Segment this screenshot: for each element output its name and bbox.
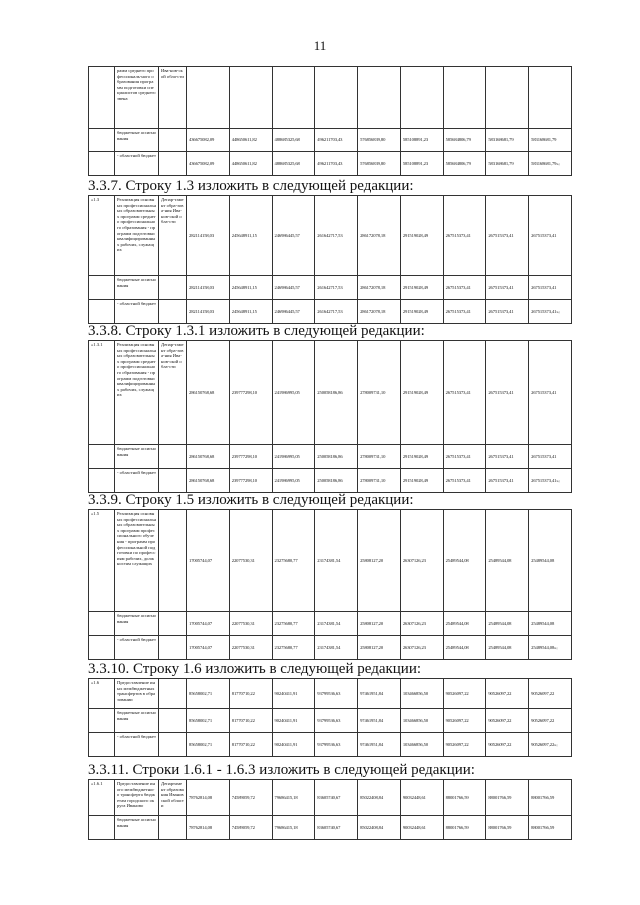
table-cell: 97461951,84 bbox=[358, 709, 401, 733]
table-cell: бюджетные ассигнования bbox=[115, 709, 159, 733]
table-cell bbox=[159, 129, 187, 152]
table-cell bbox=[159, 300, 187, 324]
table-cell: Реализация основных профессиональных образовательных программ среднего профессионального образования - программ подготовки квалифицированных рабочих, служащих bbox=[115, 341, 159, 445]
table-cell: Предоставление иных межбюджетных трансфертов в образовании bbox=[115, 679, 159, 709]
table-cell: - областной бюджет bbox=[115, 636, 159, 660]
table-cell: 246986445,57 bbox=[272, 300, 315, 324]
table-cell: 267515373,41 bbox=[529, 196, 572, 276]
table-cell: 488685325,68 bbox=[272, 152, 315, 176]
section-heading: 3.3.8. Строку 1.3.1 изложить в следующей редакции: bbox=[88, 323, 425, 339]
budget-table bbox=[88, 509, 572, 660]
table-cell: - областной бюджет bbox=[115, 733, 159, 757]
table-cell bbox=[159, 510, 187, 612]
table-row bbox=[89, 733, 572, 757]
table-cell: 97461951,84 bbox=[358, 679, 401, 709]
table-cell: 93799536,63 bbox=[315, 679, 358, 709]
table-cell: 25808127,20 bbox=[358, 636, 401, 660]
table-cell: 90526097,22 bbox=[443, 709, 486, 733]
section-heading: 3.3.10. Строку 1.6 изложить в следующей редакции: bbox=[88, 661, 422, 677]
table-cell: 90032448,61 bbox=[400, 816, 443, 840]
table-cell: Реализация основных профессиональных образовательных программ профессионального обучения - программ профессиональной подготовки по профессиям рабочих, должностям служащих bbox=[115, 510, 159, 612]
table-cell: 90240411,91 bbox=[272, 709, 315, 733]
table-cell: 585684806,79 bbox=[443, 129, 486, 152]
table-cell: 583168681,79 bbox=[486, 152, 529, 176]
table-cell: 88001766,59 bbox=[529, 816, 572, 840]
table-cell: 267515373,41 bbox=[486, 445, 529, 469]
budget-table bbox=[88, 66, 572, 176]
budget-table bbox=[88, 340, 572, 493]
table-cell: 250058186,86 bbox=[315, 469, 358, 493]
table-cell: 25489544,08 bbox=[529, 612, 572, 636]
section-heading: 3.3.7. Строку 1.3 изложить в следующей редакции: bbox=[88, 178, 414, 194]
table-cell: 25808127,20 bbox=[358, 510, 401, 612]
table-cell: 245648911,15 bbox=[229, 196, 272, 276]
table-cell: 250058186,86 bbox=[315, 445, 358, 469]
table-cell bbox=[89, 67, 115, 129]
table-cell: 245648911,15 bbox=[229, 276, 272, 300]
table-cell: 22077530,31 bbox=[229, 636, 272, 660]
table-cell: 90032448,61 bbox=[400, 780, 443, 816]
table-cell bbox=[159, 276, 187, 300]
table-cell: 23275680,77 bbox=[272, 636, 315, 660]
table-cell: 576856839,80 bbox=[358, 152, 401, 176]
table-cell: 241986995,05 bbox=[272, 341, 315, 445]
table-cell bbox=[89, 816, 115, 840]
table-cell: 74589059,72 bbox=[229, 816, 272, 840]
table-cell: 26307126,23 bbox=[400, 612, 443, 636]
table-cell: 90526097,22 bbox=[443, 679, 486, 709]
table-cell: 90240411,91 bbox=[272, 679, 315, 709]
table-cell bbox=[89, 445, 115, 469]
table-cell bbox=[272, 67, 315, 129]
table-cell: 448650611,82 bbox=[229, 152, 272, 176]
table-cell bbox=[89, 152, 115, 176]
table-cell: 93799536,63 bbox=[315, 709, 358, 733]
table-cell: 282114158,03 bbox=[187, 300, 230, 324]
table-cell: 286150768,68 bbox=[187, 341, 230, 445]
table-cell: 85022408,84 bbox=[358, 816, 401, 840]
table-cell: 97461951,84 bbox=[358, 733, 401, 757]
table-cell bbox=[358, 67, 401, 129]
table-cell: 103466856,50 bbox=[400, 679, 443, 709]
table-cell: 81770710,22 bbox=[229, 733, 272, 757]
table-cell bbox=[159, 612, 187, 636]
table-cell: 267515373,41 bbox=[486, 196, 529, 276]
table-cell: 246986445,57 bbox=[272, 276, 315, 300]
table-cell: 267515373,41 bbox=[443, 341, 486, 445]
table-row bbox=[89, 510, 572, 612]
table-row bbox=[89, 445, 572, 469]
table-cell: 23174381,54 bbox=[315, 636, 358, 660]
table-cell: 267515373,41 bbox=[529, 341, 572, 445]
table-row bbox=[89, 612, 572, 636]
table-cell: 25489544,08»; bbox=[529, 636, 572, 660]
table-cell: 267515373,41 bbox=[443, 445, 486, 469]
table-cell: «1.3.1 bbox=[89, 341, 115, 445]
table-row bbox=[89, 816, 572, 840]
table-cell: 88001766,59 bbox=[529, 780, 572, 816]
table-cell: «1.3 bbox=[89, 196, 115, 276]
table-cell: 25489544,08 bbox=[486, 612, 529, 636]
table-cell: 496211703,43 bbox=[315, 129, 358, 152]
table-row bbox=[89, 636, 572, 660]
table-cell: 25489544,08 bbox=[529, 510, 572, 612]
table-cell: 74589059,72 bbox=[229, 780, 272, 816]
table-cell: 23275680,77 bbox=[272, 612, 315, 636]
table-cell: 583168681,79»; bbox=[529, 152, 572, 176]
table-cell bbox=[400, 67, 443, 129]
table-row bbox=[89, 469, 572, 493]
table-cell: 26307126,23 bbox=[400, 510, 443, 612]
table-cell: 267515373,41 bbox=[486, 341, 529, 445]
table-cell: 239777298,10 bbox=[229, 445, 272, 469]
table-cell bbox=[315, 67, 358, 129]
table-cell: 261642717,53 bbox=[315, 196, 358, 276]
table-cell: 267515373,41 bbox=[486, 300, 529, 324]
table-cell: 25489544,08 bbox=[443, 636, 486, 660]
table-cell: 103466856,50 bbox=[400, 733, 443, 757]
table-row bbox=[89, 129, 572, 152]
table-cell bbox=[89, 709, 115, 733]
table-cell bbox=[159, 152, 187, 176]
budget-table bbox=[88, 195, 572, 324]
table-cell: 267515373,41 bbox=[529, 445, 572, 469]
table-cell: Ива-нов-ской обла-сти bbox=[159, 67, 187, 129]
table-cell: 23275680,77 bbox=[272, 510, 315, 612]
table-cell: 585108891,23 bbox=[400, 152, 443, 176]
table-cell bbox=[486, 67, 529, 129]
table-cell: 81770710,22 bbox=[229, 679, 272, 709]
table-cell: 79686415,18 bbox=[272, 816, 315, 840]
table-cell bbox=[159, 679, 187, 709]
table-cell: 250058186,86 bbox=[315, 341, 358, 445]
table-cell: 90526097,22 bbox=[529, 709, 572, 733]
table-cell: рамм среднего профессиональ-ного образования программ подготовки специалистов среднего звена bbox=[115, 67, 159, 129]
table-cell: 267515373,41 bbox=[443, 300, 486, 324]
table-cell: 83605740,67 bbox=[315, 780, 358, 816]
table-cell: бюджетные ассигнования bbox=[115, 129, 159, 152]
table-cell bbox=[89, 276, 115, 300]
table-cell: 585684806,79 bbox=[443, 152, 486, 176]
table-cell: 291519028,49 bbox=[400, 469, 443, 493]
table-cell: 90526097,22 bbox=[529, 679, 572, 709]
table-cell: 85658002,71 bbox=[187, 679, 230, 709]
table-cell: 267515373,41»; bbox=[529, 300, 572, 324]
table-cell: 90526097,22 bbox=[486, 733, 529, 757]
table-cell: 583168681,79 bbox=[486, 129, 529, 152]
table-row bbox=[89, 709, 572, 733]
table-cell: 583168681,79 bbox=[529, 129, 572, 152]
table-cell: 79686415,18 bbox=[272, 780, 315, 816]
table-cell bbox=[89, 733, 115, 757]
table-cell: 93799536,63 bbox=[315, 733, 358, 757]
table-cell: 267515373,41 bbox=[443, 469, 486, 493]
table-cell: 286172078,18 bbox=[358, 300, 401, 324]
table-row bbox=[89, 152, 572, 176]
table-cell: 286172078,18 bbox=[358, 196, 401, 276]
table-cell: «1.5 bbox=[89, 510, 115, 612]
table-cell: 85658002,71 bbox=[187, 709, 230, 733]
table-cell: 88001766,59 bbox=[443, 780, 486, 816]
table-cell bbox=[159, 816, 187, 840]
table-cell: 448650611,82 bbox=[229, 129, 272, 152]
table-cell: 17005744,07 bbox=[187, 636, 230, 660]
table-cell: 17005744,07 bbox=[187, 612, 230, 636]
table-cell: - областной бюджет bbox=[115, 469, 159, 493]
table-row bbox=[89, 341, 572, 445]
table-cell: 90526097,22 bbox=[486, 679, 529, 709]
table-cell: 25489544,08 bbox=[486, 510, 529, 612]
table-cell: 267515373,41 bbox=[529, 276, 572, 300]
table-cell: 17005744,07 bbox=[187, 510, 230, 612]
table-row bbox=[89, 67, 572, 129]
table-cell bbox=[159, 636, 187, 660]
section-heading: 3.3.9. Строку 1.5 изложить в следующей редакции: bbox=[88, 492, 414, 508]
table-row bbox=[89, 276, 572, 300]
table-cell: 23174381,54 bbox=[315, 510, 358, 612]
table-cell: 25489544,08 bbox=[486, 636, 529, 660]
table-cell: 90526097,22 bbox=[486, 709, 529, 733]
table-cell: 576856839,80 bbox=[358, 129, 401, 152]
table-cell: 436675082,09 bbox=[187, 152, 230, 176]
section-heading: 3.3.11. Строки 1.6.1 - 1.6.3 изложить в следующей редакции: bbox=[88, 762, 475, 778]
table-cell: 241986995,05 bbox=[272, 445, 315, 469]
table-cell: 286150768,68 bbox=[187, 445, 230, 469]
table-cell: - областной бюджет bbox=[115, 152, 159, 176]
table-cell: 282114158,03 bbox=[187, 196, 230, 276]
table-cell: 585108891,23 bbox=[400, 129, 443, 152]
table-cell: 25489544,08 bbox=[443, 612, 486, 636]
table-cell: 488685325,68 bbox=[272, 129, 315, 152]
table-cell: 267515373,41 bbox=[486, 276, 529, 300]
table-cell: 291519028,49 bbox=[400, 445, 443, 469]
table-cell: 245648911,15 bbox=[229, 300, 272, 324]
table-cell bbox=[89, 612, 115, 636]
table-cell: 291519028,49 bbox=[400, 196, 443, 276]
table-cell bbox=[159, 445, 187, 469]
table-cell: 22077530,31 bbox=[229, 510, 272, 612]
table-cell: 267515373,41 bbox=[443, 196, 486, 276]
table-cell: 83605740,67 bbox=[315, 816, 358, 840]
table-cell: Депар-тамент обра-зова-ния Ива-нов-ской обла-сти bbox=[159, 341, 187, 445]
table-cell bbox=[529, 67, 572, 129]
table-cell bbox=[89, 636, 115, 660]
table-cell: 282114158,03 bbox=[187, 276, 230, 300]
table-cell: 286150768,68 bbox=[187, 469, 230, 493]
table-cell: 278009731,10 bbox=[358, 341, 401, 445]
table-cell: 88001766,59 bbox=[486, 816, 529, 840]
table-cell: 239777298,10 bbox=[229, 341, 272, 445]
table-cell: 25808127,20 bbox=[358, 612, 401, 636]
table-cell: 90240411,91 bbox=[272, 733, 315, 757]
table-cell bbox=[159, 733, 187, 757]
table-cell: «1.6 bbox=[89, 679, 115, 709]
table-cell: - областной бюджет bbox=[115, 300, 159, 324]
table-cell: 103466856,50 bbox=[400, 709, 443, 733]
table-row bbox=[89, 780, 572, 816]
table-cell: бюджетные ассигнования bbox=[115, 816, 159, 840]
table-cell: 85658002,71 bbox=[187, 733, 230, 757]
table-cell: Предоставление иного межбюджетного трансферта бюджетам городского округа Иваново bbox=[115, 780, 159, 816]
table-cell: 85022408,84 bbox=[358, 780, 401, 816]
table-cell: 81770710,22 bbox=[229, 709, 272, 733]
table-row bbox=[89, 196, 572, 276]
budget-table bbox=[88, 779, 572, 840]
table-cell: Депар-тамент обра-зова-ния Ива-нов-ской обла-сти bbox=[159, 196, 187, 276]
table-cell: бюджетные ассигнования bbox=[115, 276, 159, 300]
table-cell: 78762814,08 bbox=[187, 816, 230, 840]
table-cell: 267515373,41 bbox=[443, 276, 486, 300]
table-row bbox=[89, 300, 572, 324]
table-cell: 286172078,18 bbox=[358, 276, 401, 300]
table-cell: 291519028,49 bbox=[400, 341, 443, 445]
table-cell: 239777298,10 bbox=[229, 469, 272, 493]
table-cell bbox=[159, 709, 187, 733]
table-cell: 267515373,41»; bbox=[529, 469, 572, 493]
table-cell: 90526097,22»; bbox=[529, 733, 572, 757]
budget-table bbox=[88, 678, 572, 757]
table-cell bbox=[89, 469, 115, 493]
table-cell: 246986445,57 bbox=[272, 196, 315, 276]
table-cell: бюджетные ассигнования bbox=[115, 612, 159, 636]
table-cell: Реализация основных профессиональных образовательных программ среднего профессионального образования - программ подготовки квалифицированных рабочих, служащих bbox=[115, 196, 159, 276]
table-cell: 241986995,05 bbox=[272, 469, 315, 493]
table-cell bbox=[159, 469, 187, 493]
table-cell: Департамент образования Ивановской области bbox=[159, 780, 187, 816]
table-cell bbox=[229, 67, 272, 129]
table-cell: 90526097,22 bbox=[443, 733, 486, 757]
table-cell: 26307126,23 bbox=[400, 636, 443, 660]
table-cell: 291519028,49 bbox=[400, 276, 443, 300]
table-cell: 267515373,41 bbox=[486, 469, 529, 493]
table-cell: 88001766,59 bbox=[486, 780, 529, 816]
page-number: 11 bbox=[313, 38, 327, 53]
table-cell: «1.6.1 bbox=[89, 780, 115, 816]
table-cell: 278009731,10 bbox=[358, 469, 401, 493]
table-cell: 261642717,53 bbox=[315, 300, 358, 324]
table-cell bbox=[443, 67, 486, 129]
table-cell: 496211703,43 bbox=[315, 152, 358, 176]
table-cell: 88001766,59 bbox=[443, 816, 486, 840]
table-cell: 436675082,09 bbox=[187, 129, 230, 152]
table-cell: 25489544,08 bbox=[443, 510, 486, 612]
table-cell bbox=[89, 129, 115, 152]
table-row bbox=[89, 679, 572, 709]
table-cell: 23174381,54 bbox=[315, 612, 358, 636]
table-cell bbox=[89, 300, 115, 324]
table-cell: 278009731,10 bbox=[358, 445, 401, 469]
table-cell: бюджетные ассигнования bbox=[115, 445, 159, 469]
table-cell: 291519028,49 bbox=[400, 300, 443, 324]
table-cell: 261642717,53 bbox=[315, 276, 358, 300]
table-cell: 22077530,31 bbox=[229, 612, 272, 636]
table-cell: 78762814,08 bbox=[187, 780, 230, 816]
table-cell bbox=[187, 67, 230, 129]
